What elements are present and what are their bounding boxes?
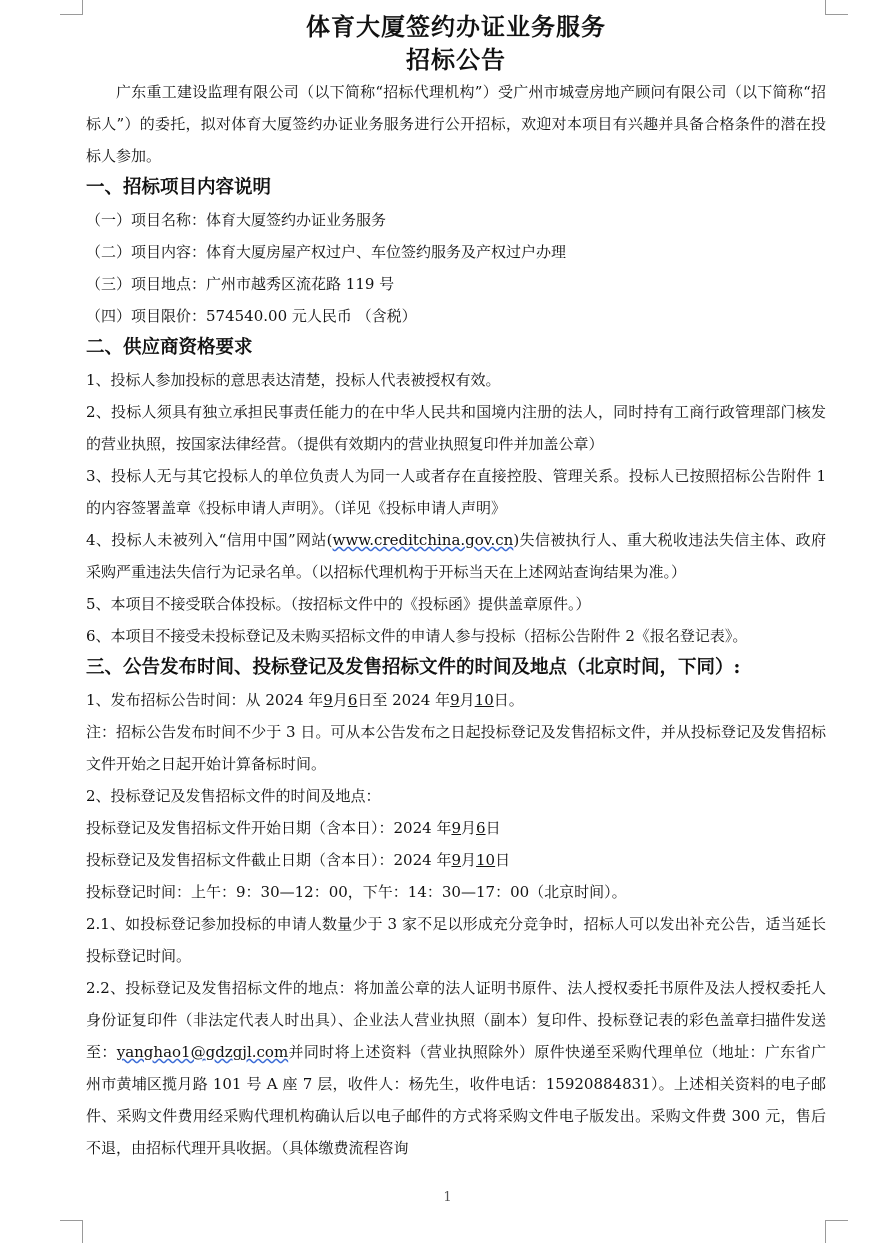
contact-email-link[interactable]: yanghao1@gdzgjl.com: [116, 1043, 289, 1061]
project-content-item: （二）项目内容：体育大厦房屋产权过户、车位签约服务及产权过户办理: [86, 243, 567, 261]
registration-start-date: [86, 812, 826, 844]
qualification-item-3: 3、投标人无与其它投标人的单位负责人为同一人或者存在直接控股、管理关系。投标人已按照招标公告附件 1 的内容签署盖章《投标申请人声明》。（详见《投标申请人声明》: [86, 467, 826, 517]
corner-mark-bottom-left: [60, 1220, 83, 1243]
section-2-heading: 二、供应商资格要求: [86, 337, 253, 358]
start-text-b: 月: [461, 819, 477, 837]
clause-2-1: 2.1、如投标登记参加投标的申请人数量少于 3 家不足以形成充分竞争时，招标人可以发出补充公告，适当延长投标登记时间。: [86, 915, 826, 965]
document-title-line2: 招标公告: [406, 45, 506, 74]
period-day-1: 6: [347, 691, 358, 709]
document-page: [86, 10, 826, 1164]
end-month: 9: [451, 851, 461, 869]
section-1-heading: 一、招标项目内容说明: [86, 177, 272, 198]
clause-2-2-text-a: 2.2、投标登记及发售招标文件的地点：将加盖公章的法人证明书原件、法人授权委托书原件及法人授权委托人身份证复印件（非法定代表人时出具）、企业法人营业执照（副本）复印件、投标登记表的彩色盖章扫描件发送至：: [86, 979, 826, 1061]
section-3-heading: 三、公告发布时间、投标登记及发售招标文件的时间及地点（北京时间，下同）:: [86, 657, 741, 678]
end-text-c: 日: [495, 851, 511, 869]
period-day-2: 10: [474, 691, 494, 709]
qualification-item-1: 1、投标人参加投标的意思表达清楚，投标人代表被授权有效。: [86, 371, 501, 389]
project-price-limit-item: （四）项目限价：574540.00 元人民币 （含税）: [86, 307, 417, 325]
corner-mark-bottom-right: [825, 1220, 848, 1243]
clause-2-2: [86, 972, 826, 1164]
start-text-c: 日: [485, 819, 501, 837]
qualification-item-2: 2、投标人须具有独立承担民事责任能力的在中华人民共和国境内注册的法人，同时持有工商行政管理部门核发的营业执照，按国家法律经营。（提供有效期内的营业执照复印件并加盖公章）: [86, 403, 826, 453]
intro-paragraph: 广东重工建设监理有限公司（以下简称“招标代理机构”）受广州市城壹房地产顾问有限公司（以下简称“招标人”）的委托，拟对体育大厦签约办证业务服务进行公开招标，欢迎对本项目有兴趣并具备合格条件的潜在投标人参加。: [86, 83, 826, 165]
clause-2-2-text-b: 并同时将上述资料（营业执照除外）原件快递至采购代理单位（地址：广东省广州市黄埔区揽月路 101 号 A 座 7 层，收件人：杨先生，收件电话：15920884831）。上述相关资料的电子邮件、采购文件费用经采购代理机构确认后以电子邮件的方式将采购文件电子版发出。采购文件费 300 元，售后不退，由招标代理开具收据。（具体缴费流程咨询: [86, 1043, 826, 1157]
page-number: 1: [443, 1190, 452, 1205]
qualification-item-5: 5、本项目不接受联合体投标。（按招标文件中的《投标函》提供盖章原件。）: [86, 595, 591, 613]
announcement-period: [86, 684, 826, 716]
announcement-note: 注：招标公告发布时间不少于 3 日。可从本公告发布之日起投标登记及发售招标文件，并从投标登记及发售招标文件开始之日起开始计算备标时间。: [86, 723, 826, 773]
registration-end-date: [86, 844, 826, 876]
qualification-item-6: 6、本项目不接受未投标登记及未购买招标文件的申请人参与投标（招标公告附件 2《报名登记表》。: [86, 627, 748, 645]
start-day: 6: [476, 819, 486, 837]
period-text-e: 日。: [493, 691, 524, 709]
creditchina-link[interactable]: www.creditchina.gov.cn: [332, 531, 514, 549]
end-text-a: 投标登记及发售招标文件截止日期（含本日）：2024 年: [86, 851, 452, 869]
project-location-item: （三）项目地点：广州市越秀区流花路 119 号: [86, 275, 395, 293]
period-month-2: 9: [450, 691, 460, 709]
corner-mark-top-left: [60, 0, 83, 15]
period-text-c: 日至 2024 年: [357, 691, 451, 709]
end-text-b: 月: [461, 851, 477, 869]
period-text-b: 月: [332, 691, 348, 709]
corner-mark-top-right: [825, 0, 848, 15]
registration-heading: 2、投标登记及发售招标文件的时间及地点：: [86, 787, 381, 805]
start-text-a: 投标登记及发售招标文件开始日期（含本日）：2024 年: [86, 819, 452, 837]
period-text-d: 月: [459, 691, 475, 709]
project-name-item: （一）项目名称：体育大厦签约办证业务服务: [86, 211, 387, 229]
qualification-item-4: [86, 524, 826, 588]
registration-hours: 投标登记时间：上午：9：30—12：00，下午：14：30—17：00（北京时间）。: [86, 883, 627, 901]
start-month: 9: [451, 819, 461, 837]
document-title-line1: 体育大厦签约办证业务服务: [306, 12, 606, 41]
period-month-1: 9: [323, 691, 333, 709]
period-text-a: 1、发布招标公告时间：从 2024 年: [86, 691, 324, 709]
end-day: 10: [476, 851, 496, 869]
qualification-item-4-prefix: 4、投标人未被列入“信用中国”网站(: [86, 531, 333, 549]
qualification-item-4-suffix: )失信被执行人、重大税收违法失信主体、政府采购严重违法失信行为记录名单。（以招标代理机构于开标当天在上述网站查询结果为准。）: [86, 531, 827, 581]
